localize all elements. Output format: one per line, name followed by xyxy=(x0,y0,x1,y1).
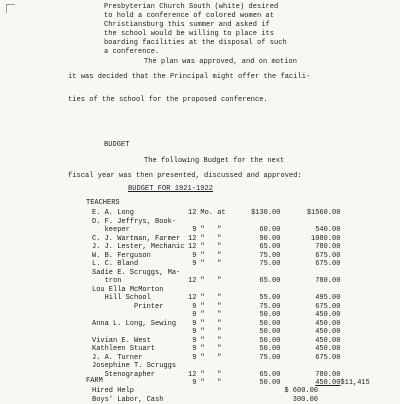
teacher-name: J. J. Lester, Mechanic xyxy=(92,243,184,252)
teacher-grand-total xyxy=(340,337,370,346)
teacher-row xyxy=(92,328,370,337)
teacher-name: Kathleen Stuart xyxy=(92,345,184,354)
teacher-total: 450.00 xyxy=(280,379,340,388)
intro-line-6: a conference. xyxy=(104,48,159,56)
teacher-unit: " " xyxy=(196,277,236,286)
teacher-total: 450.00 xyxy=(280,311,340,320)
teacher-total: 540.00 xyxy=(280,226,340,235)
teacher-months: 9 xyxy=(184,252,196,261)
teacher-grand-total: $11,415 xyxy=(340,379,370,388)
teacher-total: 1080.00 xyxy=(280,235,340,244)
teacher-unit xyxy=(196,218,236,227)
teacher-months: 12 xyxy=(184,294,196,303)
teacher-row xyxy=(92,337,370,346)
teachers-table xyxy=(92,209,370,388)
farm-item: Boys' Labor, Cash xyxy=(92,396,272,404)
teacher-rate xyxy=(236,269,280,278)
teacher-total xyxy=(280,286,340,295)
teacher-unit: " " xyxy=(196,345,236,354)
teacher-months: 12 xyxy=(184,209,196,218)
teacher-months: 9 xyxy=(184,354,196,363)
teacher-months: 9 xyxy=(184,345,196,354)
teacher-grand-total xyxy=(340,303,370,312)
teacher-months: 12 xyxy=(184,277,196,286)
teacher-unit: " " xyxy=(196,354,236,363)
teacher-total: 450.00 xyxy=(280,320,340,329)
teacher-row xyxy=(92,235,370,244)
teacher-grand-total xyxy=(340,320,370,329)
teacher-rate: 50.00 xyxy=(236,320,280,329)
intro-line-4: the school would be willing to place its xyxy=(104,30,274,38)
teacher-total: 675.00 xyxy=(280,303,340,312)
teacher-unit: " " xyxy=(196,243,236,252)
teacher-rate: 75.00 xyxy=(236,354,280,363)
farm-amount: 300.00 xyxy=(272,396,318,404)
teacher-row xyxy=(92,226,370,235)
teacher-grand-total xyxy=(340,277,370,286)
teacher-months xyxy=(184,362,196,371)
farm-row xyxy=(92,387,318,396)
teacher-unit xyxy=(196,362,236,371)
intro-line-5: boarding facilities at the disposal of such xyxy=(104,39,287,47)
paragraph-line-1: The plan was approved, and on motion xyxy=(144,58,297,66)
teacher-unit: " " xyxy=(196,260,236,269)
teacher-unit: " " xyxy=(196,294,236,303)
teacher-unit: " " xyxy=(196,379,236,388)
teacher-total xyxy=(280,269,340,278)
teacher-rate: 65.00 xyxy=(236,277,280,286)
budget-intro-line-1: The following Budget for the next xyxy=(144,157,284,165)
teacher-months: 9 xyxy=(184,311,196,320)
teacher-name: Sadie E. Scruggs, Ma- xyxy=(92,269,184,278)
teacher-unit: Mo. at xyxy=(196,209,236,218)
teacher-months: 9 xyxy=(184,303,196,312)
teacher-name: J. A. Turner xyxy=(92,354,184,363)
teacher-name: tron xyxy=(92,277,184,286)
teacher-rate: 55.00 xyxy=(236,294,280,303)
teacher-total: 780.00 xyxy=(280,277,340,286)
teacher-name: Printer xyxy=(92,303,184,312)
teacher-row xyxy=(92,354,370,363)
budget-title: BUDGET FOR 1921-1922 xyxy=(128,185,213,193)
teacher-row xyxy=(92,269,370,278)
teacher-row xyxy=(92,311,370,320)
teacher-name: keeper xyxy=(92,226,184,235)
teacher-grand-total xyxy=(340,252,370,261)
teacher-total xyxy=(280,362,340,371)
teacher-row xyxy=(92,294,370,303)
paragraph-line-2: it was decided that the Principal might offer the facili- xyxy=(68,73,310,81)
teacher-row xyxy=(92,218,370,227)
teacher-name: Hill School xyxy=(92,294,184,303)
teacher-row xyxy=(92,371,370,380)
teacher-name: Vivian E. West xyxy=(92,337,184,346)
teacher-total: 675.00 xyxy=(280,252,340,261)
farm-amount: $ 600.00 xyxy=(272,387,318,396)
teacher-name: L. C. Bland xyxy=(92,260,184,269)
teacher-rate xyxy=(236,286,280,295)
teacher-grand-total xyxy=(340,235,370,244)
teacher-unit: " " xyxy=(196,252,236,261)
teacher-rate: 50.00 xyxy=(236,345,280,354)
teacher-rate: 75.00 xyxy=(236,252,280,261)
teacher-unit: " " xyxy=(196,320,236,329)
teacher-months: 9 xyxy=(184,320,196,329)
teacher-months: 9 xyxy=(184,260,196,269)
teacher-grand-total xyxy=(340,362,370,371)
teacher-grand-total xyxy=(340,269,370,278)
teacher-row xyxy=(92,320,370,329)
teacher-months xyxy=(184,286,196,295)
teacher-grand-total xyxy=(340,371,370,380)
teacher-grand-total xyxy=(340,218,370,227)
teacher-months: 9 xyxy=(184,226,196,235)
teacher-months: 12 xyxy=(184,235,196,244)
teacher-months: 12 xyxy=(184,243,196,252)
teacher-unit: " " xyxy=(196,328,236,337)
teacher-row xyxy=(92,286,370,295)
farm-table xyxy=(92,387,318,404)
teacher-rate: 90.00 xyxy=(236,235,280,244)
teacher-total: 450.00 xyxy=(280,345,340,354)
teachers-heading: TEACHERS xyxy=(86,199,120,207)
teacher-total xyxy=(280,218,340,227)
teacher-name xyxy=(92,328,184,337)
teacher-total: 450.00 xyxy=(280,337,340,346)
teacher-row xyxy=(92,362,370,371)
teacher-total: $1560.00 xyxy=(280,209,340,218)
teacher-name: Stenographer xyxy=(92,371,184,380)
teacher-unit: " " xyxy=(196,371,236,380)
teacher-name: C. J. Wartman, Farmer xyxy=(92,235,184,244)
teacher-months: 12 xyxy=(184,371,196,380)
teacher-row xyxy=(92,243,370,252)
intro-line-1: Presbyterian Church South (white) desired xyxy=(104,3,278,11)
teacher-rate xyxy=(236,362,280,371)
teacher-row xyxy=(92,303,370,312)
teacher-rate: 50.00 xyxy=(236,379,280,388)
teacher-row xyxy=(92,252,370,261)
teacher-row xyxy=(92,277,370,286)
teacher-grand-total xyxy=(340,226,370,235)
farm-heading: FARM xyxy=(86,377,103,385)
teacher-grand-total xyxy=(340,311,370,320)
teacher-name: D. F. Jeffrys, Book- xyxy=(92,218,184,227)
teacher-name xyxy=(92,311,184,320)
teacher-rate: 65.00 xyxy=(236,371,280,380)
teacher-rate: 50.00 xyxy=(236,337,280,346)
teacher-grand-total xyxy=(340,243,370,252)
teacher-months: 9 xyxy=(184,328,196,337)
teacher-total: 675.00 xyxy=(280,260,340,269)
teacher-row xyxy=(92,345,370,354)
farm-item: Hired Help xyxy=(92,387,272,396)
teacher-unit: " " xyxy=(196,235,236,244)
teacher-unit: " " xyxy=(196,303,236,312)
teacher-grand-total xyxy=(340,345,370,354)
teacher-rate: 75.00 xyxy=(236,303,280,312)
teacher-unit: " " xyxy=(196,337,236,346)
teacher-grand-total xyxy=(340,286,370,295)
teacher-total: 495.00 xyxy=(280,294,340,303)
page-corner-mark xyxy=(6,4,15,13)
teacher-rate xyxy=(236,218,280,227)
teacher-grand-total xyxy=(340,328,370,337)
teacher-grand-total xyxy=(340,260,370,269)
teacher-unit xyxy=(196,269,236,278)
teacher-row xyxy=(92,260,370,269)
teacher-months xyxy=(184,218,196,227)
teacher-rate: $130.00 xyxy=(236,209,280,218)
teacher-total: 675.00 xyxy=(280,354,340,363)
intro-line-3: Christiansburg this summer and asked if xyxy=(104,21,270,29)
budget-heading: BUDGET xyxy=(104,141,130,149)
teacher-unit: " " xyxy=(196,226,236,235)
teacher-name: Lou Ella McMorton xyxy=(92,286,184,295)
teacher-grand-total xyxy=(340,354,370,363)
teacher-name: W. B. Ferguson xyxy=(92,252,184,261)
teacher-rate: 65.00 xyxy=(236,243,280,252)
teacher-rate: 50.00 xyxy=(236,311,280,320)
intro-line-2: to hold a conference of colored women at xyxy=(104,12,274,20)
teacher-unit: " " xyxy=(196,311,236,320)
teacher-grand-total xyxy=(340,209,370,218)
teacher-rate: 75.00 xyxy=(236,260,280,269)
teacher-name: Anna L. Long, Sewing xyxy=(92,320,184,329)
teacher-name: E. A. Long xyxy=(92,209,184,218)
teacher-grand-total xyxy=(340,294,370,303)
teacher-months xyxy=(184,269,196,278)
teacher-rate: 60.00 xyxy=(236,226,280,235)
teacher-unit xyxy=(196,286,236,295)
paragraph-line-3: ties of the school for the proposed conference. xyxy=(68,96,268,104)
teacher-rate: 50.00 xyxy=(236,328,280,337)
teacher-row xyxy=(92,209,370,218)
teacher-months: 9 xyxy=(184,337,196,346)
teacher-name: Josephine T. Scruggs xyxy=(92,362,184,371)
teacher-total: 780.00 xyxy=(280,371,340,380)
teacher-total: 780.00 xyxy=(280,243,340,252)
teacher-months: 9 xyxy=(184,379,196,388)
budget-intro-line-2: fiscal year was then presented, discussed and approved: xyxy=(68,172,302,180)
teacher-total: 450.00 xyxy=(280,328,340,337)
